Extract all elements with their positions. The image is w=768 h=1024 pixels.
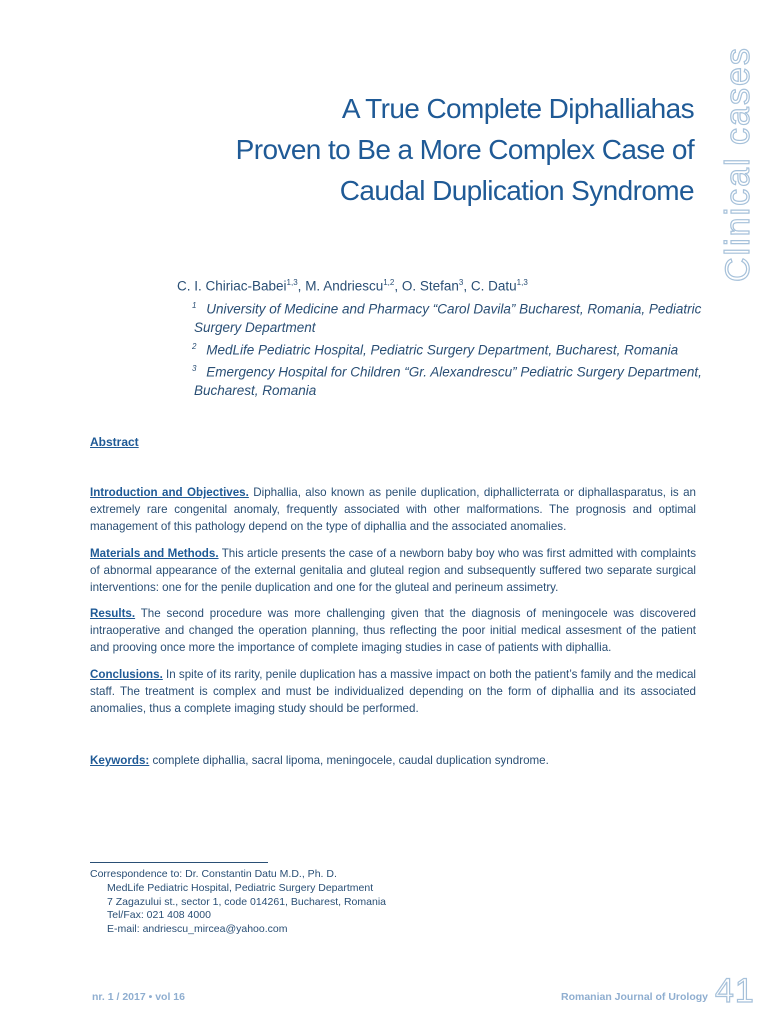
results-text: The second procedure was more challenging given that the diagnosis of meningocele was discovered intraoperative and changed the operation planning, thus reflecting the poor initial medical assesment of the patient and prooving once more the importance of complete imaging studies in case of patients with diphallia.: [90, 607, 696, 654]
keywords-text: complete diphallia, sacral lipoma, meningocele, caudal duplication syndrome.: [149, 754, 549, 767]
methods-text: This article presents the case of a newborn baby boy who was first admitted with complaints of abnormal appearance of the external genitalia and gluteal region and subsequently suffered two separate surgical interventions: one for the penile duplication and one for the gluteal and perineum assimetry.: [90, 547, 696, 594]
author-affiliation-marker: 1,3: [286, 278, 298, 287]
affiliation-text: University of Medicine and Pharmacy “Carol Davila” Bucharest, Romania, Pediatric Surgery Department: [194, 301, 702, 335]
correspondence-email: E-mail: andriescu_mircea@yahoo.com: [107, 923, 288, 936]
journal-name: Romanian Journal of Urology: [560, 991, 708, 1003]
author-separator: ,: [297, 278, 306, 294]
author-separator: ,: [394, 278, 402, 294]
issue-info: nr. 1 / 2017 • vol 16: [92, 991, 185, 1003]
correspondence-phone: Tel/Fax: 021 408 4000: [107, 909, 211, 922]
abstract-methods: [90, 545, 696, 596]
footnote-divider: [90, 862, 268, 863]
methods-label: Materials and Methods.: [90, 547, 219, 560]
correspondence-institution: MedLife Pediatric Hospital, Pediatric Surgery Department: [107, 881, 374, 894]
introduction-label: Introduction and Objectives.: [90, 486, 249, 499]
abstract-heading: Abstract: [90, 435, 139, 449]
affiliation-item: [194, 360, 704, 401]
author-affiliation-marker: 1,2: [383, 278, 395, 287]
correspondence-block: [90, 868, 386, 937]
author-name: C. I. Chiriac-Babei: [177, 278, 287, 294]
abstract-introduction: [90, 484, 696, 535]
affiliation-number: 2: [192, 341, 197, 351]
title-line-2: Proven to Be a More Complex Case of: [235, 134, 694, 165]
affiliation-number: 1: [192, 301, 197, 310]
author-list: [177, 278, 528, 294]
keywords-label: Keywords:: [90, 754, 150, 767]
page-number: 41: [715, 972, 755, 1010]
author-affiliation-marker: 1,3: [516, 278, 528, 287]
conclusions-label: Conclusions.: [90, 668, 163, 681]
author-name: M. Andriescu: [305, 278, 384, 294]
title-line-1: A True Complete Diphalliahas: [341, 93, 694, 124]
author-affiliation-marker: 3: [458, 278, 464, 287]
author-name: O. Stefan: [401, 278, 459, 294]
introduction-text: Diphallia, also known as penile duplication, diphallicterrata or diphallasparatus, is an extremely rare congenital anomaly, frequently associated with other malformations. The prognosis and optimal management of this pathology depend on the type of diphallia and the associated anomalies.: [90, 486, 696, 533]
affiliation-list: [194, 297, 704, 400]
affiliation-item: [194, 297, 704, 338]
correspondence-address: 7 Zagazului st., sector 1, code 014261, Bucharest, Romania: [107, 895, 386, 908]
results-label: Results.: [90, 607, 136, 620]
author-name: C. Datu: [470, 278, 517, 294]
affiliation-item: [194, 338, 704, 360]
affiliation-text: Emergency Hospital for Children “Gr. Alexandrescu” Pediatric Surgery Department, Bucharest, Romania: [194, 364, 702, 398]
section-label: Clinical cases: [719, 46, 757, 282]
affiliation-text: MedLife Pediatric Hospital, Pediatric Surgery Department, Bucharest, Romania: [206, 342, 679, 357]
keywords: [90, 752, 696, 769]
author-separator: ,: [463, 278, 471, 294]
title-line-3: Caudal Duplication Syndrome: [339, 175, 694, 206]
article-title: [174, 88, 694, 211]
affiliation-number: 3: [192, 363, 197, 373]
abstract-conclusions: [90, 666, 696, 717]
correspondence-name: Correspondence to: Dr. Constantin Datu M.D., Ph. D.: [90, 868, 337, 880]
abstract-results: [90, 605, 696, 656]
conclusions-text: In spite of its rarity, penile duplication has a massive impact on both the patient’s family and the medical staff. The treatment is complex and must be individualized depending on the form of diphallia and its associated anomalies, thus a complete imaging study should be performed.: [90, 668, 696, 715]
